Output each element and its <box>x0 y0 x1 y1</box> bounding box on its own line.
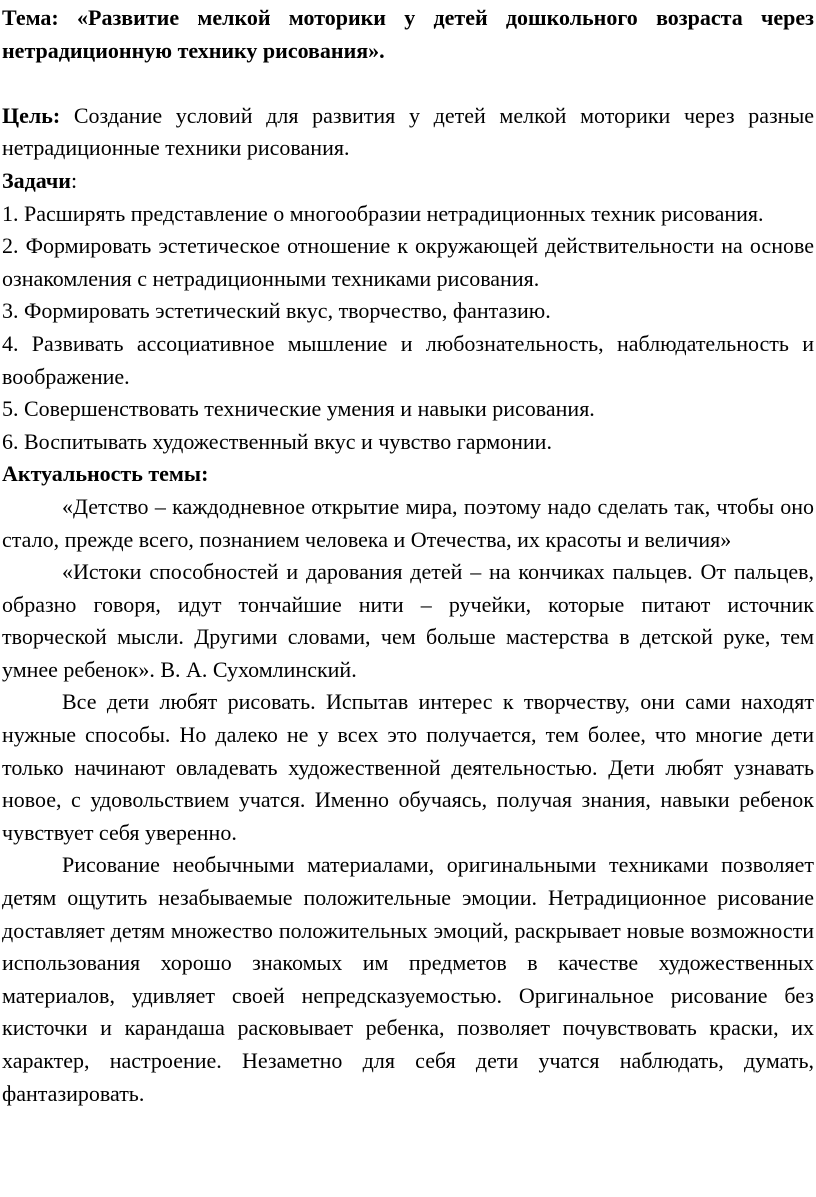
tasks-label: Задачи <box>2 167 71 193</box>
goal-label: Цель: <box>2 102 61 128</box>
relevance-paragraph-4: Рисование необычными материалами, оригинальными техниками позволяет детям ощутить незабываемые положительные эмоции. Нетрадиционное рисование доставляет детям множество положительных эмоций, раскрывает новые возможности использования хорошо знакомых им предметов в качестве художественных материалов, удивляет своей непредсказуемостью. Оригинальное рисование без кисточки и карандаша расковывает ребенка, позволяет почувствовать краски, их характер, настроение. Незаметно для себя дети учатся наблюдать, думать, фантазировать. <box>2 852 814 1106</box>
tasks-colon: : <box>70 167 78 193</box>
blank-line <box>2 67 814 100</box>
relevance-paragraph-2: «Истоки способностей и дарования детей – на кончиках пальцев. От пальцев, образно говоря, идут тончайшие нити – ручейки, которые питают источник творческой мысли. Другими словами, чем больше мастерства в детской руке, тем умнее ребенок». В. А. Сухомлинский. <box>2 559 814 682</box>
task-item-1: 1. Расширять представление о многообразии нетрадиционных техник рисования. <box>2 200 764 226</box>
relevance-paragraph-1: «Детство – каждодневное открытие мира, поэтому надо сделать так, чтобы оно стало, прежде всего, познанием человека и Отечества, их красоты и величия» <box>2 493 814 552</box>
goal-text: Создание условий для развития у детей мелкой моторики через разные нетрадиционные техники рисования. <box>2 102 814 161</box>
task-item-5: 5. Совершенствовать технические умения и навыки рисования. <box>2 396 595 422</box>
tasks-heading <box>2 165 814 198</box>
task-item-6: 6. Воспитывать художественный вкус и чувство гармонии. <box>2 428 552 454</box>
relevance-heading <box>2 458 814 491</box>
goal-paragraph <box>2 100 814 165</box>
task-item-2: 2. Формировать эстетическое отношение к окружающей действительности на основе ознакомления с нетрадиционными техниками рисования. <box>2 233 814 291</box>
relevance-label: Актуальность темы: <box>2 461 209 487</box>
task-item-3: 3. Формировать эстетический вкус, творчество, фантазию. <box>2 298 551 324</box>
task-item-4: 4. Развивать ассоциативное мышление и любознательность, наблюдательность и воображение. <box>2 330 814 389</box>
document-title: Тема: «Развитие мелкой моторики у детей дошкольного возраста через нетрадиционную технику рисования». <box>2 5 814 63</box>
relevance-paragraph-3: Все дети любят рисовать. Испытав интерес к творчеству, они сами находят нужные способы. Но далеко не у всех это получается, тем более, что многие дети только начинают овладевать художественной деятельностью. Дети любят узнавать новое, с удовольствием учатся. Именно обучаясь, получая знания, навыки ребенок чувствует себя уверенно. <box>2 689 814 845</box>
